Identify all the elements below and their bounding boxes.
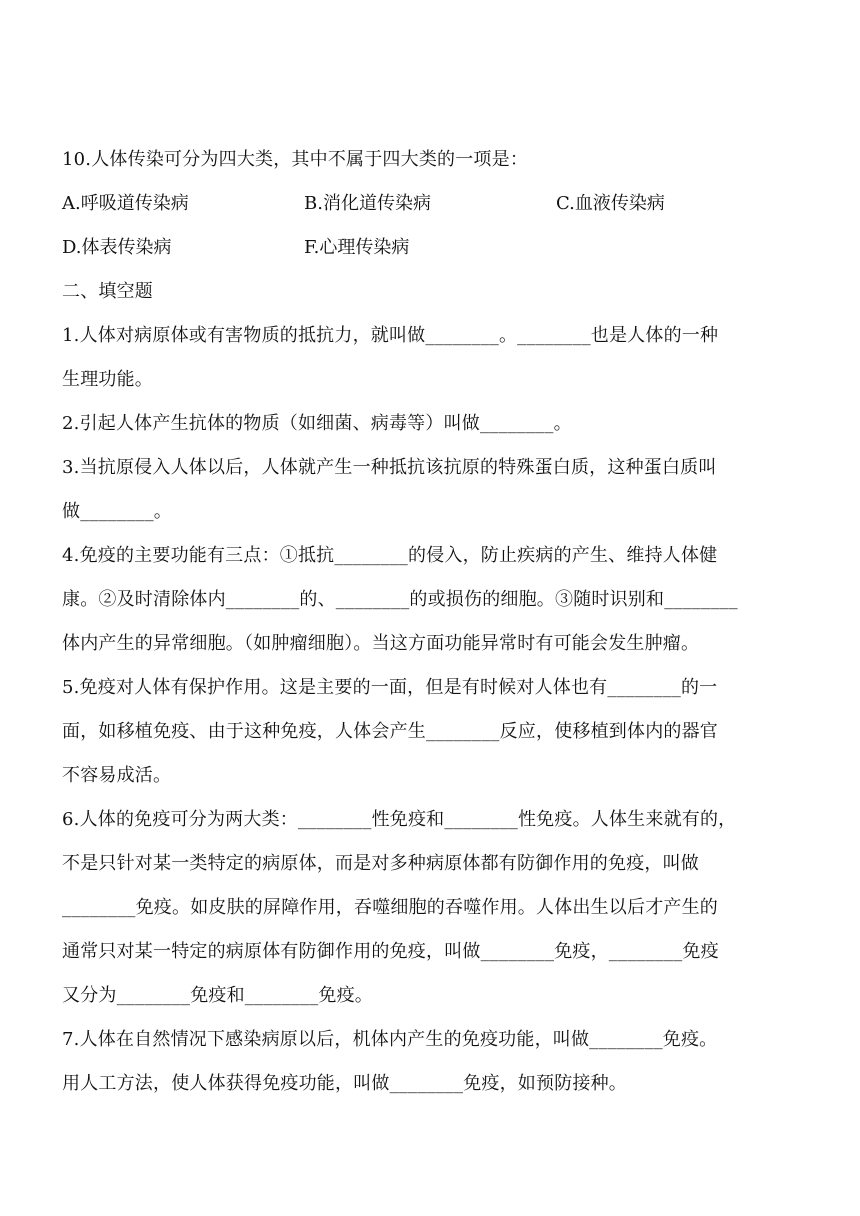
text-line: 5.免疫对人体有保护作用。这是主要的一面，但是有时候对人体也有________的一: [62, 677, 718, 698]
option-c: C.血液传染病: [556, 193, 665, 214]
text-line: 康。②及时清除体内________的、________的或损伤的细胞。③随时识别和________: [62, 589, 738, 610]
question-10-options-row-2: [62, 226, 802, 270]
text-line: 1.人体对病原体或有害物质的抵抗力，就叫做________。________也是人体的一种: [62, 325, 719, 346]
text-line: 不容易成活。: [62, 765, 172, 786]
option-d: D.体表传染病: [62, 237, 172, 258]
text-line: 用人工方法，使人体获得免疫功能，叫做________免疫，如预防接种。: [62, 1073, 627, 1094]
text-line: 不是只针对某一类特定的病原体，而是对多种病原体都有防御作用的免疫，叫做: [62, 853, 699, 874]
text-line: 2.引起人体产生抗体的物质（如细菌、病毒等）叫做________。: [62, 413, 572, 434]
text-line: 7.人体在自然情况下感染病原以后，机体内产生的免疫功能，叫做________免疫。: [62, 1029, 718, 1050]
question-10-stem: 10.人体传染可分为四大类，其中不属于四大类的一项是：: [62, 149, 529, 170]
text-line: 做________。: [62, 501, 172, 522]
text-line: ________免疫。如皮肤的屏障作用，吞噬细胞的吞噬作用。人体出生以后才产生的: [62, 897, 718, 918]
text-line: 3.当抗原侵入人体以后，人体就产生一种抵抗该抗原的特殊蛋白质，这种蛋白质叫: [62, 457, 717, 478]
section-title: 二、填空题: [62, 281, 153, 302]
text-line: 体内产生的异常细胞。（如肿瘤细胞）。当这方面功能异常时有可能会发生肿瘤。: [62, 633, 700, 654]
question-10-options-row-1: [62, 182, 802, 226]
text-line: 又分为________免疫和________免疫。: [62, 985, 373, 1006]
text-line: 通常只对某一特定的病原体有防御作用的免疫，叫做________免疫，________免疫: [62, 941, 719, 962]
option-f: F.心理传染病: [304, 237, 410, 258]
text-line: 面，如移植免疫、由于这种免疫，人体会产生________反应，使移植到体内的器官: [62, 721, 718, 742]
text-line: 生理功能。: [62, 369, 153, 390]
option-b: B.消化道传染病: [304, 193, 431, 214]
document-page: [62, 138, 802, 1106]
text-line: 6.人体的免疫可分为两大类：________性免疫和________性免疫。人体生来就有的，: [62, 809, 737, 830]
text-line: 4.免疫的主要功能有三点：①抵抗________的侵入，防止疾病的产生、维持人体健: [62, 545, 718, 566]
option-a: A.呼吸道传染病: [62, 193, 189, 214]
